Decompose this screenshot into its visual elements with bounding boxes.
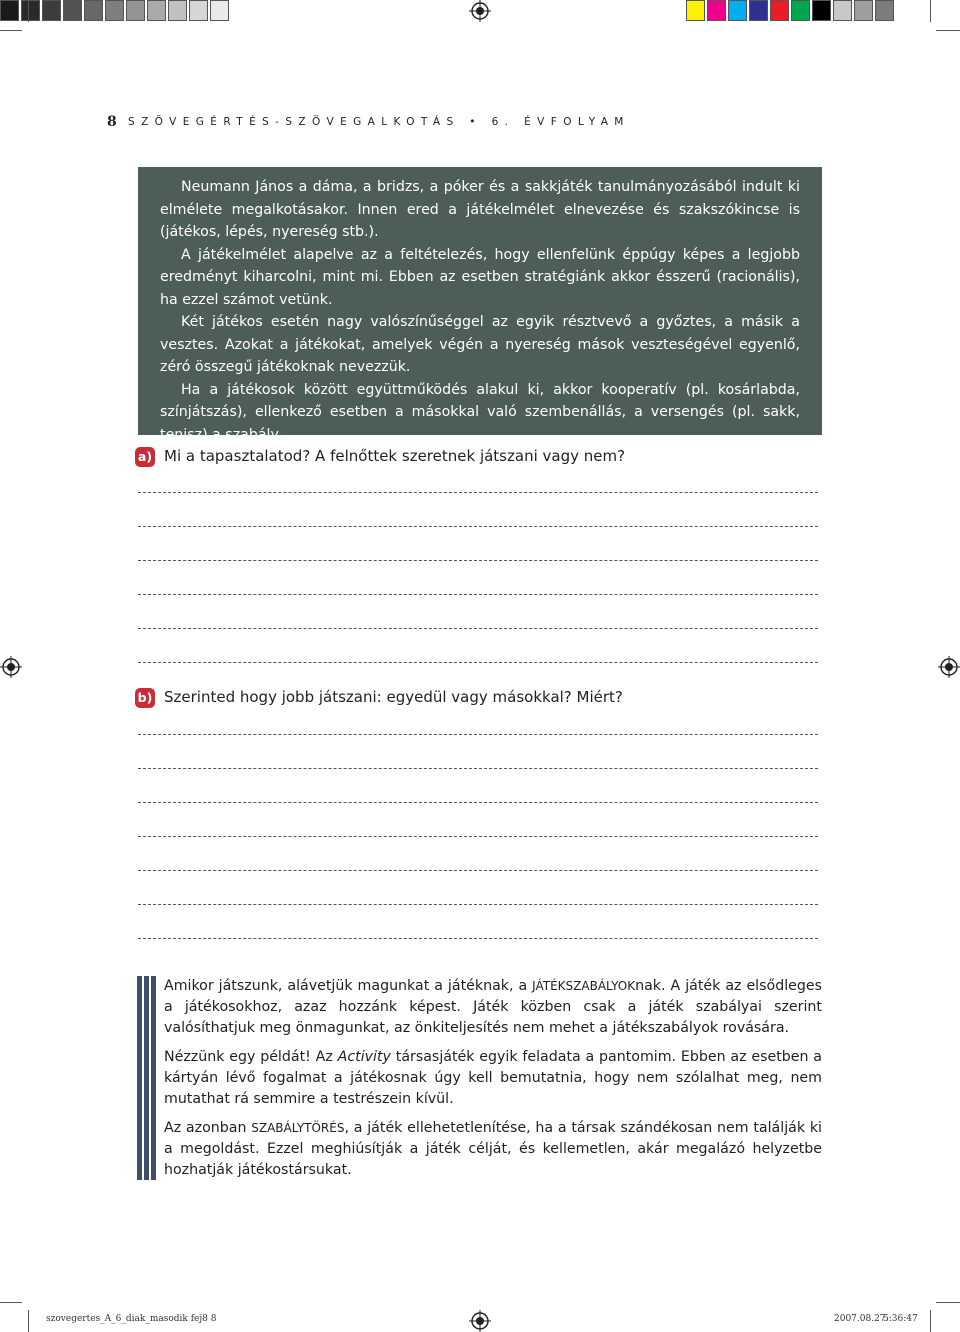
calibration-swatch — [791, 0, 810, 21]
answer-line[interactable] — [138, 734, 818, 735]
crop-mark — [930, 1310, 931, 1332]
answer-line[interactable] — [138, 560, 818, 561]
intro-paragraph: A játékelmélet alapelve az a feltételezés, hogy ellenfelünk éppúgy képes a legjobb eredményt kiharcolni, mint mi. Ebben az esetben stratégiánk akkor ésszerű (racionális), ha ezzel számot vetünk. — [160, 246, 800, 308]
grayscale-calibration-strip — [0, 0, 231, 22]
note-bar — [151, 976, 156, 1180]
calibration-swatch — [63, 0, 82, 21]
registration-mark-icon — [938, 656, 960, 678]
note-paragraph: Amikor játszunk, alávetjük magunkat a játéknak, a JÁTÉKSZABÁLYOKnak. A játék az elsődleges a játékosokhoz, azaz hozzánk képest. Játék közben csak a játék szabályai szerint valósíthatjuk meg önmagunkat, az önkiteljesítés nem mehet a játékszabályok rovására. — [164, 978, 822, 1036]
crop-mark — [936, 30, 960, 31]
calibration-swatch — [833, 0, 852, 21]
color-calibration-strip — [686, 0, 896, 22]
intro-paragraph: Ha a játékosok között együttműködés alakul ki, akkor kooperatív (pl. kosárlabda, színjátszás), ellenkező esetben a másokkal való szembenállás, a versengés (pl. sakk, tenisz) a szabály. — [160, 381, 800, 443]
activity-game-name: Activity — [337, 1049, 391, 1065]
question-a-text: Mi a tapasztalatod? A felnőttek szeretnek játszani vagy nem? — [164, 447, 626, 465]
calibration-swatch — [854, 0, 873, 21]
note-bar — [137, 976, 142, 1180]
calibration-swatch — [84, 0, 103, 21]
crop-mark — [0, 1302, 22, 1303]
calibration-swatch — [0, 0, 19, 21]
answer-line[interactable] — [138, 836, 818, 837]
crop-mark — [936, 1302, 960, 1303]
calibration-swatch — [168, 0, 187, 21]
answer-line[interactable] — [138, 938, 818, 939]
calibration-swatch — [42, 0, 61, 21]
calibration-swatch — [126, 0, 145, 21]
page-number: 8 — [107, 114, 117, 130]
note-paragraph: Nézzünk egy példát! Az Activity társasjáték egyik feladata a pantomim. Ebben az esetben a kártyán lévő fogalmat a játékosnak úgy kell bemutatnia, hogy nem szólalhat meg, nem mutathat rá semmire a testrészein kívül. — [164, 1049, 822, 1107]
note-paragraph: Az azonban SZABÁLYTÖRÉS, a játék ellehetetlenítése, ha a társak szándékosan nem találják ki a megoldást. Ezzel meghiúsítják a játék célját, és kellemetlen, akár megalázó helyzetbe hozhatják játékostársukat. — [164, 1120, 822, 1178]
calibration-swatch — [875, 0, 894, 21]
calibration-swatch — [770, 0, 789, 21]
running-title: SZÖVEGÉRTÉS-SZÖVEGALKOTÁS • 6. ÉVFOLYAM — [128, 116, 630, 128]
registration-mark-icon — [469, 0, 491, 22]
registration-mark-icon — [0, 656, 22, 678]
answer-line[interactable] — [138, 492, 818, 493]
intro-paragraph: Két játékos esetén nagy valószínűséggel az egyik résztvevő a győztes, a másik a vesztes. Azokat a játékokat, amelyek végén a nyereség mások veszteségével egyenlő, zéró összegű játékoknak nevezzük. — [160, 314, 800, 375]
footer-time: 5:36:47 — [883, 1314, 918, 1324]
term-jatekszabalyok: JÁTÉKSZABÁLYOK — [532, 979, 636, 993]
footer-filename: szovegertes_A_6_diak_masodik fej8 8 — [46, 1314, 217, 1324]
intro-text-box — [138, 167, 822, 443]
calibration-swatch — [210, 0, 229, 21]
calibration-swatch — [105, 0, 124, 21]
answer-line[interactable] — [138, 768, 818, 769]
calibration-swatch — [728, 0, 747, 21]
note-bar — [144, 976, 149, 1180]
crop-mark — [28, 0, 29, 22]
term-szabalytores: SZABÁLYTÖRÉS — [251, 1121, 345, 1135]
crop-mark — [930, 0, 931, 22]
calibration-swatch — [147, 0, 166, 21]
question-b-label: b) — [135, 688, 155, 708]
calibration-swatch — [21, 0, 40, 21]
crop-mark — [0, 30, 22, 31]
answer-line[interactable] — [138, 594, 818, 595]
answer-line[interactable] — [138, 526, 818, 527]
calibration-swatch — [812, 0, 831, 21]
answer-line[interactable] — [138, 628, 818, 629]
footer-date: 2007.08.27. — [834, 1314, 889, 1324]
question-b-text: Szerinted hogy jobb játszani: egyedül vagy másokkal? Miért? — [164, 688, 623, 706]
crop-mark — [28, 1310, 29, 1332]
answer-line[interactable] — [138, 662, 818, 663]
answer-line[interactable] — [138, 870, 818, 871]
calibration-swatch — [189, 0, 208, 21]
note-text — [164, 976, 822, 1189]
note-side-bars — [137, 976, 158, 1180]
intro-paragraph: Neumann János a dáma, a bridzs, a póker és a sakkjáték tanulmányozásából indult ki elmélete megalkotásakor. Innen ered a játékelmélet elnevezése és szakszókincse is (játékos, lépés, nyereség stb.). — [160, 179, 800, 240]
answer-line[interactable] — [138, 802, 818, 803]
registration-mark-icon — [469, 1310, 491, 1332]
calibration-swatch — [707, 0, 726, 21]
calibration-swatch — [749, 0, 768, 21]
calibration-swatch — [686, 0, 705, 21]
answer-line[interactable] — [138, 904, 818, 905]
question-a-label: a) — [135, 447, 155, 467]
